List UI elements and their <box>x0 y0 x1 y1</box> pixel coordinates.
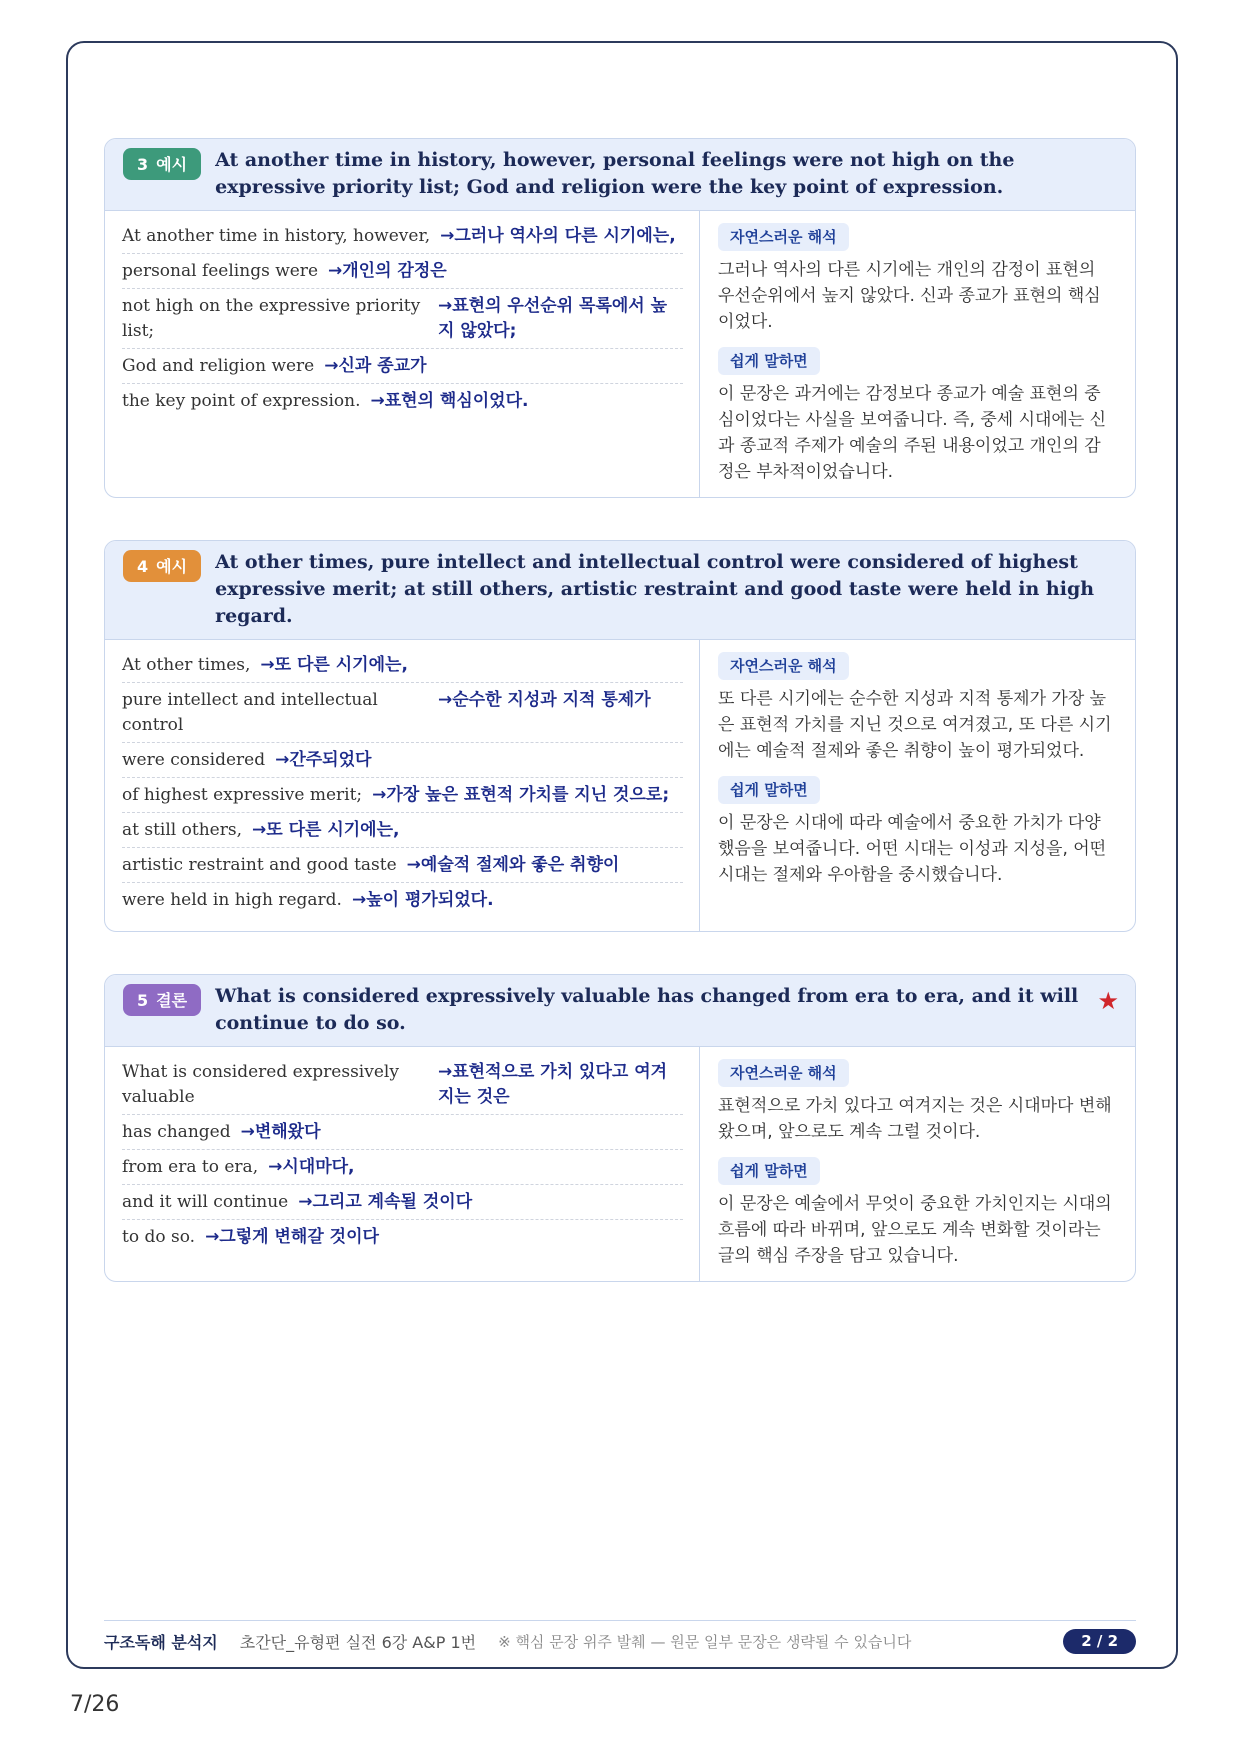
section-badge <box>123 984 201 1016</box>
section-sentence: At other times, pure intellect and intellectual control were considered of highest expressive merit; at still others, artistic restraint and good taste were held in high regard. <box>215 551 1095 627</box>
chunk-row <box>122 648 683 683</box>
chunk-english: What is considered expressively valuable <box>122 1062 399 1107</box>
chunk-row <box>122 848 683 883</box>
chunk-korean: →그렇게 변해갈 것이다 <box>205 1227 379 1247</box>
chunk-korean: →그러나 역사의 다른 시기에는, <box>440 226 676 246</box>
chunk-english: the key point of expression. <box>122 391 361 411</box>
chunk-english: At other times, <box>122 655 251 675</box>
section-tag: 예시 <box>156 155 188 174</box>
chunk-korean: →시대마다, <box>268 1157 355 1177</box>
chunk-row <box>122 743 683 778</box>
analysis-section <box>104 540 1136 932</box>
chunk-korean: →표현의 핵심이었다. <box>370 391 529 411</box>
star-icon: ★ <box>1097 987 1119 1015</box>
chunk-row <box>122 1185 683 1220</box>
natural-translation-text: 또 다른 시기에는 순수한 지성과 지적 통제가 가장 높은 표현적 가치를 지닌 것으로 여겨졌고, 또 다른 시기에는 예술적 절제와 좋은 취향이 높이 평가되었다. <box>718 689 1112 761</box>
chunk-korean: →개인의 감정은 <box>328 261 447 281</box>
interpretation-notes <box>700 1047 1135 1281</box>
chunk-korean: →표현적으로 가치 있다고 여겨지는 것은 <box>438 1062 668 1107</box>
section-badge <box>123 148 201 180</box>
chunk-list <box>105 211 700 497</box>
chunk-korean: →순수한 지성과 지적 통제가 <box>438 690 651 710</box>
chunk-korean: →높이 평가되었다. <box>351 890 494 910</box>
chunk-english: and it will continue <box>122 1192 289 1212</box>
chunk-korean: →또 다른 시기에는, <box>251 820 400 840</box>
footer-pager: 2 / 2 <box>1063 1629 1136 1654</box>
section-badge <box>123 550 201 582</box>
chunk-row <box>122 1150 683 1185</box>
section-body <box>105 1047 1135 1281</box>
section-header <box>105 541 1135 640</box>
natural-translation-label: 자연스러운 해석 <box>718 652 849 680</box>
chunk-english: At another time in history, however, <box>122 226 431 246</box>
section-number: 4 <box>137 557 149 576</box>
chunk-korean: →예술적 절제와 좋은 취향이 <box>406 855 620 875</box>
chunk-row <box>122 778 683 813</box>
section-tag: 결론 <box>156 991 188 1010</box>
section-number: 5 <box>137 991 149 1010</box>
chunk-row <box>122 883 683 917</box>
chunk-row <box>122 384 683 418</box>
easy-explanation-text: 이 문장은 과거에는 감정보다 종교가 예술 표현의 중심이었다는 사실을 보여줍니다. 즉, 중세 시대에는 신과 종교적 주제가 예술의 주된 내용이었고 개인의 감정은 부차적이었습니다. <box>718 384 1107 482</box>
chunk-row <box>122 219 683 254</box>
chunk-korean: →가장 높은 표현적 가치를 지닌 것으로; <box>372 785 670 805</box>
chunk-korean: →간주되었다 <box>275 750 372 770</box>
interpretation-notes <box>700 640 1135 931</box>
chunk-english: from era to era, <box>122 1157 259 1177</box>
analysis-section <box>104 138 1136 498</box>
chunk-english: pure intellect and intellectual control <box>122 690 378 735</box>
section-body <box>105 211 1135 497</box>
section-header <box>105 975 1135 1047</box>
chunk-row <box>122 1115 683 1150</box>
chunk-row <box>122 349 683 384</box>
chunk-english: artistic restraint and good taste <box>122 855 397 875</box>
natural-translation-text: 그러나 역사의 다른 시기에는 개인의 감정이 표현의 우선순위에서 높지 않았다. 신과 종교가 표현의 핵심이었다. <box>718 260 1101 332</box>
section-header <box>105 139 1135 211</box>
easy-explanation-label: 쉽게 말하면 <box>718 1157 820 1185</box>
chunk-korean: →그리고 계속될 것이다 <box>298 1192 473 1212</box>
footer <box>104 1620 1136 1661</box>
chunk-korean: →변해왔다 <box>240 1122 321 1142</box>
chunk-english: to do so. <box>122 1227 196 1247</box>
chunk-list <box>105 1047 700 1281</box>
section-tag: 예시 <box>156 557 188 576</box>
analysis-section <box>104 974 1136 1282</box>
chunk-row <box>122 1055 683 1115</box>
chunk-row <box>122 1220 683 1254</box>
natural-translation-label: 자연스러운 해석 <box>718 1059 849 1087</box>
footer-brand: 구조독해 분석지 <box>104 1632 218 1652</box>
easy-explanation-label: 쉽게 말하면 <box>718 347 820 375</box>
interpretation-notes <box>700 211 1135 497</box>
natural-translation-label: 자연스러운 해석 <box>718 223 849 251</box>
chunk-korean: →또 다른 시기에는, <box>260 655 408 675</box>
chunk-english: God and religion were <box>122 356 315 376</box>
chunk-row <box>122 813 683 848</box>
section-sentence: At another time in history, however, personal feelings were not high on the expressive priority list; God and religion were the key point of expression. <box>215 149 1015 198</box>
easy-explanation-label: 쉽게 말하면 <box>718 776 820 804</box>
section-number: 3 <box>137 155 149 174</box>
page-number: 7/26 <box>70 1692 120 1717</box>
chunk-list <box>105 640 700 931</box>
chunk-english: were considered <box>122 750 266 770</box>
chunk-korean: →신과 종교가 <box>324 356 427 376</box>
chunk-english: were held in high regard. <box>122 890 342 910</box>
chunk-english: at still others, <box>122 820 242 840</box>
section-sentence: What is considered expressively valuable has changed from era to era, and it will continue to do so. <box>215 985 1079 1034</box>
footer-course: 초간단_유형편 실전 6강 A&P 1번 <box>239 1632 477 1652</box>
chunk-korean: →표현의 우선순위 목록에서 높지 않았다; <box>438 296 668 341</box>
chunk-english: of highest expressive merit; <box>122 785 363 805</box>
easy-explanation-text: 이 문장은 예술에서 무엇이 중요한 가치인지는 시대의 흐름에 따라 바뀌며, 앞으로도 계속 변화할 것이라는 글의 핵심 주장을 담고 있습니다. <box>718 1194 1112 1266</box>
chunk-row <box>122 254 683 289</box>
chunk-english: personal feelings were <box>122 261 318 281</box>
chunk-english: not high on the expressive priority list; <box>122 296 421 341</box>
chunk-english: has changed <box>122 1122 231 1142</box>
sections-container <box>104 138 1136 1324</box>
chunk-row <box>122 289 683 349</box>
footer-note: ※ 핵심 문장 위주 발췌 — 원문 일부 문장은 생략될 수 있습니다 <box>498 1632 912 1651</box>
section-body <box>105 640 1135 931</box>
natural-translation-text: 표현적으로 가치 있다고 여겨지는 것은 시대마다 변해왔으며, 앞으로도 계속 그럴 것이다. <box>718 1096 1112 1142</box>
chunk-row <box>122 683 683 743</box>
easy-explanation-text: 이 문장은 시대에 따라 예술에서 중요한 가치가 다양했음을 보여줍니다. 어떤 시대는 이성과 지성을, 어떤 시대는 절제와 우아함을 중시했습니다. <box>718 813 1107 885</box>
